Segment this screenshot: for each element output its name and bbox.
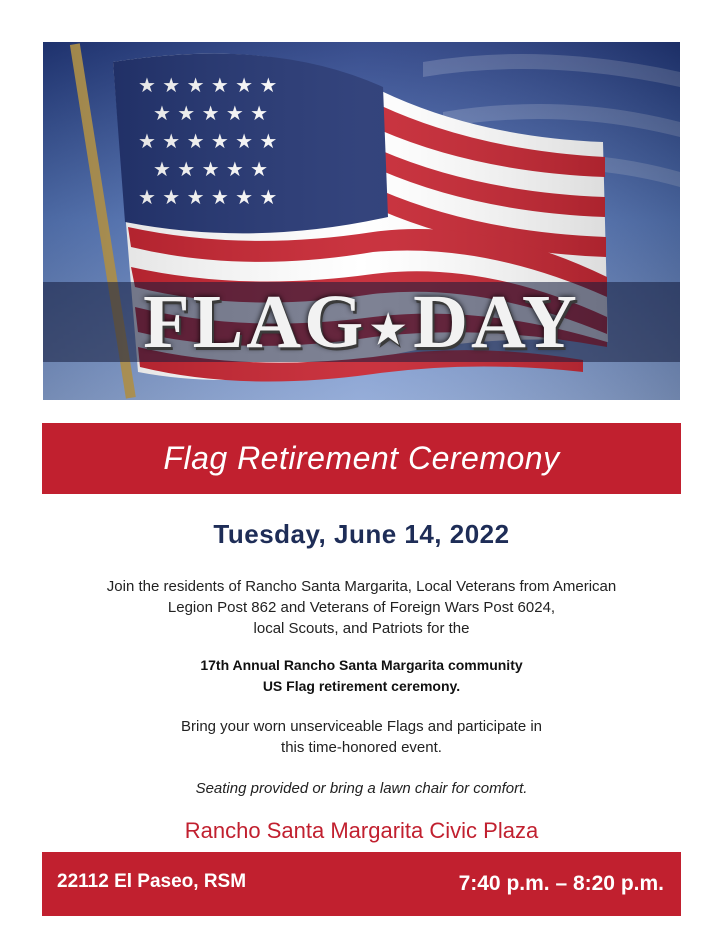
flag-day-hero-image <box>43 42 680 400</box>
star-icon: ★ <box>370 306 410 352</box>
event-date: Tuesday, June 14, 2022 <box>213 519 510 549</box>
intro-line: local Scouts, and Patriots for the <box>253 620 470 637</box>
intro-line: Legion Post 862 and Veterans of Foreign Wars Post 6024, <box>167 599 556 616</box>
flag-day-title <box>43 282 680 370</box>
intro-paragraph <box>40 576 683 639</box>
venue-name: Rancho Santa Margarita Civic Plaza <box>184 818 539 843</box>
highlight-line: US Flag retirement ceremony. <box>262 678 461 694</box>
invite-line: Bring your worn unserviceable Flags and participate in <box>180 718 543 735</box>
title-word-day: DAY <box>413 280 580 364</box>
ceremony-title: Flag Retirement Ceremony <box>163 440 560 476</box>
title-word-flag: FLAG <box>143 280 367 364</box>
event-address: 22112 El Paseo, RSM <box>57 871 247 892</box>
footer-bar <box>42 852 681 916</box>
highlight-line: 17th Annual Rancho Santa Margarita community <box>200 657 523 673</box>
event-time: 7:40 p.m. – 8:20 p.m. <box>458 872 664 895</box>
highlight-paragraph <box>40 655 683 697</box>
ceremony-title-banner <box>42 423 681 494</box>
flag-day-title-strip <box>43 282 680 362</box>
invite-paragraph <box>40 716 683 758</box>
intro-line: Join the residents of Rancho Santa Margarita, Local Veterans from American <box>106 578 617 595</box>
seating-note: Seating provided or bring a lawn chair for comfort. <box>195 780 528 797</box>
invite-line: this time-honored event. <box>281 739 442 756</box>
